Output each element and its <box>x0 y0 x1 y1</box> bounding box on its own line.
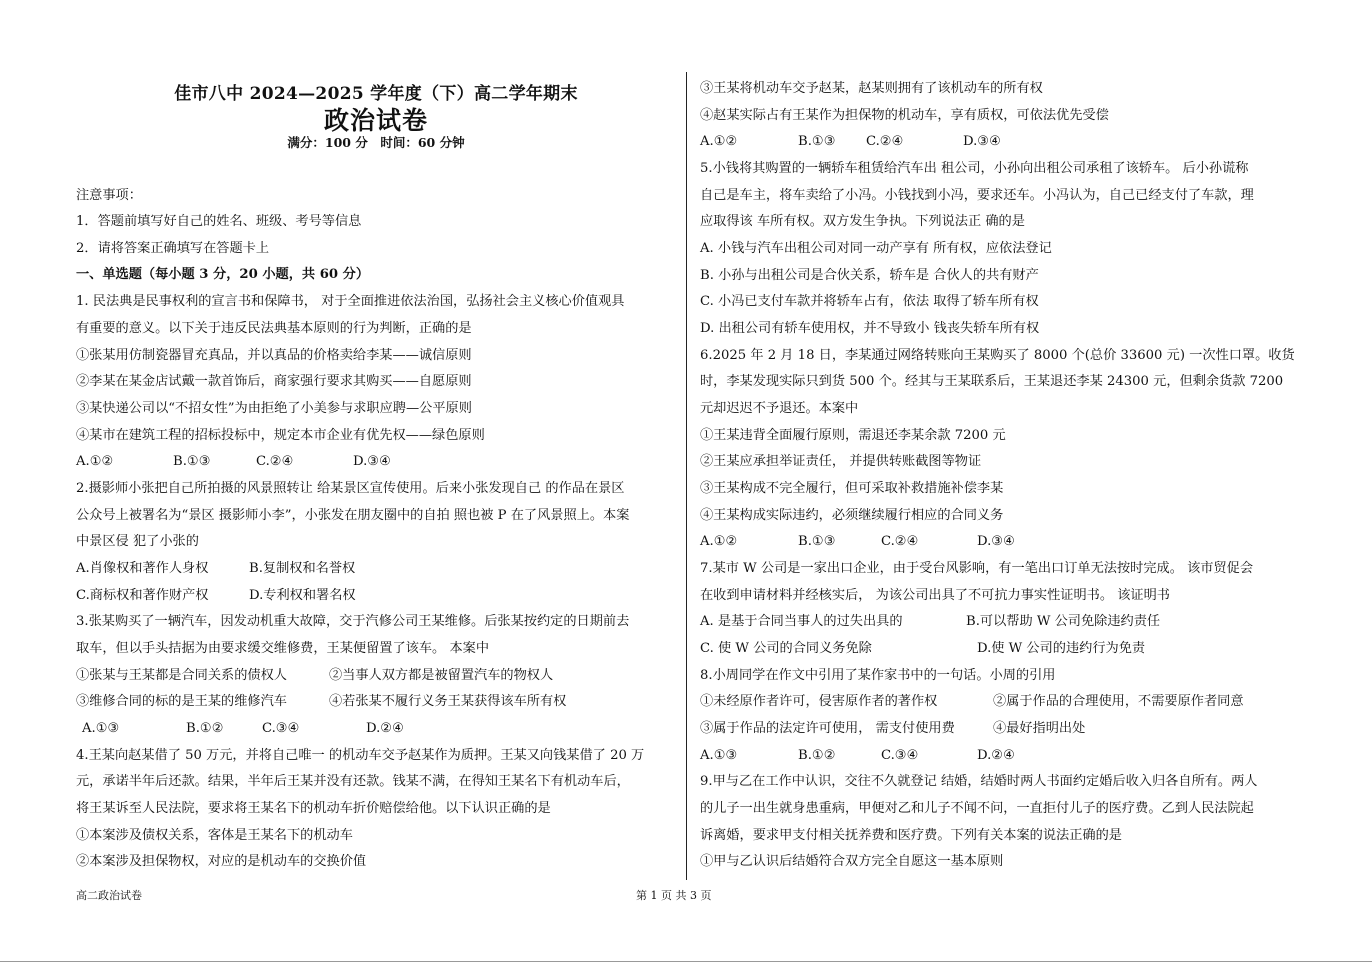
statement: ①本案涉及债权关系，客体是王某名下的机动车 <box>76 828 353 843</box>
option-d[interactable]: D.专利权和署名权 <box>249 588 356 603</box>
question-stem: 8.小周同学在作文中引用了某作家书中的一句话。小周的引用 <box>700 668 1056 683</box>
option-d[interactable]: D.③④ <box>977 534 1015 549</box>
option-b[interactable]: B.①③ <box>173 454 211 469</box>
question-stem: 6.2025 年 2 月 18 日，李某通过网络转账向王某购买了 8000 个(总价 33600 元) 一次性口罩。收货 <box>700 348 1295 363</box>
option-b[interactable]: B.①② <box>186 721 224 736</box>
question-stem: 取车，但以手头拮据为由要求缓交维修费，王某便留置了该车。 本案中 <box>76 641 490 656</box>
statement: ②本案涉及担保物权，对应的是机动车的交换价值 <box>76 854 367 869</box>
statement: ②李某在某金店试戴一款首饰后，商家强行要求其购买——自愿原则 <box>76 374 472 389</box>
option-c[interactable]: C.③④ <box>881 748 919 763</box>
statement: ①张某与王某都是合同关系的债权人 <box>76 668 287 683</box>
statement: ②属于作品的合理使用，不需要原作者同意 <box>993 694 1244 709</box>
statement: ①甲与乙认识后结婚符合双方完全自愿这一基本原则 <box>700 854 1004 869</box>
option-b[interactable]: B.复制权和名誉权 <box>249 561 356 576</box>
option-a[interactable]: A. 是基于合同当事人的过失出具的 <box>700 614 903 629</box>
statement: ④最好指明出处 <box>993 721 1086 736</box>
question-stem: 元却迟迟不予退还。本案中 <box>700 401 859 416</box>
option-d[interactable]: D.使 W 公司的违约行为免责 <box>977 641 1146 656</box>
option-d[interactable]: D.②④ <box>977 748 1015 763</box>
option-d[interactable]: D.③④ <box>353 454 391 469</box>
page-bottom-edge <box>0 961 1372 962</box>
option-b[interactable]: B.①③ <box>798 534 836 549</box>
option-c[interactable]: C. 小冯已支付车款并将轿车占有，依法 取得了轿车所有权 <box>700 294 1039 309</box>
statement: ①王某违背全面履行原则，需退还李某余款 7200 元 <box>700 428 1006 443</box>
statement: ④若张某不履行义务王某获得该车所有权 <box>329 694 567 709</box>
option-b[interactable]: B.①② <box>798 748 836 763</box>
question-stem: 在收到申请材料并经核实后， 为该公司出具了不可抗力事实性证明书。 该证明书 <box>700 588 1170 603</box>
question-stem: 将王某诉至人民法院，要求将王某名下的机动车折价赔偿给他。以下认识正确的是 <box>76 801 551 816</box>
option-c[interactable]: C. 使 W 公司的合同义务免除 <box>700 641 872 656</box>
statement: ①张某用仿制瓷器冒充真品，并以真品的价格卖给李某——诚信原则 <box>76 348 472 363</box>
section-heading: 一、单选题（每小题 3 分，20 小题，共 60 分） <box>76 267 370 282</box>
option-a[interactable]: A.①② <box>700 534 738 549</box>
question-stem: 的儿子一出生就身患重病，甲便对乙和儿子不闻不问，一直拒付儿子的医疗费。乙到人民法院起 <box>700 801 1254 816</box>
question-stem: 1. 民法典是民事权利的宣言书和保障书， 对于全面推进依法治国，弘扬社会主义核心价值观具 <box>76 294 625 309</box>
statement: ③某快递公司以“不招女性”为由拒绝了小美参与求职应聘—公平原则 <box>76 401 472 416</box>
option-c[interactable]: C.商标权和著作财产权 <box>76 588 209 603</box>
question-stem: 自己是车主，将车卖给了小冯。小钱找到小冯，要求还车。小冯认为，自己已经支付了车款，理 <box>700 188 1254 203</box>
question-stem: 时，李某发现实际只到货 500 个。经其与王某联系后，王某退还李某 24300 元，但剩余货款 7200 <box>700 374 1284 389</box>
option-c[interactable]: C.③④ <box>262 721 300 736</box>
option-b[interactable]: B.①③ <box>798 134 836 149</box>
option-a[interactable]: A.肖像权和著作人身权 <box>76 561 209 576</box>
statement: ②当事人双方都是被留置汽车的物权人 <box>329 668 554 683</box>
exam-score-time: 满分：100 分 时间：60 分钟 <box>287 135 465 150</box>
option-b[interactable]: B. 小孙与出租公司是合伙关系，轿车是 合伙人的共有财产 <box>700 268 1039 283</box>
option-b[interactable]: B.可以帮助 W 公司免除违约责任 <box>966 614 1161 629</box>
option-c[interactable]: C.②④ <box>881 534 919 549</box>
question-stem: 公众号上被署名为“景区 摄影师小李”，小张发在朋友圈中的自拍 照也被 P 在了风景照上。本案 <box>76 508 630 523</box>
option-a[interactable]: A.①② <box>700 134 738 149</box>
statement: ①未经原作者许可，侵害原作者的著作权 <box>700 694 938 709</box>
notes-item: 2．请将答案正确填写在答题卡上 <box>76 241 270 256</box>
option-a[interactable]: A.①③ <box>700 748 738 763</box>
exam-title-line1: 佳市八中 2024—2025 学年度（下）高二学年期末 <box>174 84 578 104</box>
footer-subject: 高二政治试卷 <box>76 889 142 902</box>
column-divider <box>686 72 687 880</box>
question-stem: 7.某市 W 公司是一家出口企业，由于受台风影响，有一笔出口订单无法按时完成。 该市贸促会 <box>700 561 1254 576</box>
option-a[interactable]: A. 小钱与汽车出租公司对同一动产享有 所有权，应依法登记 <box>700 241 1052 256</box>
option-a[interactable]: A.①② <box>76 454 114 469</box>
statement: ③维修合同的标的是王某的维修汽车 <box>76 694 287 709</box>
statement: ③属于作品的法定许可使用， 需支付使用费 <box>700 721 955 736</box>
notes-item: 1．答题前填写好自己的姓名、班级、考号等信息 <box>76 214 362 229</box>
question-stem: 2.摄影师小张把自己所拍摄的风景照转让 给某景区宣传使用。后来小张发现自己 的作品在景区 <box>76 481 625 496</box>
question-stem: 元，承诺半年后还款。结果，半年后王某并没有还款。钱某不满，在得知王某名下有机动车后， <box>76 774 630 789</box>
question-stem: 3.张某购买了一辆汽车，因发动机重大故障，交于汽修公司王某维修。后张某按约定的日期前去 <box>76 614 630 629</box>
exam-title-subject: 政治试卷 <box>323 106 428 135</box>
question-stem: 应取得该 车所有权。双方发生争执。下列说法正 确的是 <box>700 214 1025 229</box>
option-d[interactable]: D.②④ <box>366 721 404 736</box>
question-stem: 中景区侵 犯了小张的 <box>76 534 199 549</box>
question-stem: 诉离婚，要求甲支付相关抚养费和医疗费。下列有关本案的说法正确的是 <box>700 828 1122 843</box>
notes-heading: 注意事项： <box>76 188 142 203</box>
option-c[interactable]: C.②④ <box>256 454 294 469</box>
question-stem: 4.王某向赵某借了 50 万元，并将自己唯一 的机动车交予赵某作为质押。王某又向钱某借了 20 万 <box>76 748 645 763</box>
statement: ④王某构成实际违约，必须继续履行相应的合同义务 <box>700 508 1004 523</box>
option-c[interactable]: C.②④ <box>866 134 904 149</box>
option-d[interactable]: D.③④ <box>963 134 1001 149</box>
option-a[interactable]: A.①③ <box>82 721 120 736</box>
statement: ④某市在建筑工程的招标投标中，规定本市企业有优先权——绿色原则 <box>76 428 485 443</box>
question-stem: 有重要的意义。以下关于违反民法典基本原则的行为判断，正确的是 <box>76 321 472 336</box>
statement: ③王某将机动车交予赵某，赵某则拥有了该机动车的所有权 <box>700 81 1043 96</box>
option-d[interactable]: D. 出租公司有轿车使用权，并不导致小 钱丧失轿车所有权 <box>700 321 1040 336</box>
statement: ②王某应承担举证责任， 并提供转账截图等物证 <box>700 454 982 469</box>
statement: ③王某构成不完全履行，但可采取补救措施补偿李某 <box>700 481 1004 496</box>
question-stem: 5.小钱将其购置的一辆轿车租赁给汽车出 租公司，小孙向出租公司承租了该轿车。 后小孙谎称 <box>700 161 1249 176</box>
footer-page-number: 第 1 页 共 3 页 <box>636 889 712 902</box>
question-stem: 9.甲与乙在工作中认识，交往不久就登记 结婚，结婚时两人书面约定婚后收入归各自所有。两人 <box>700 774 1258 789</box>
statement: ④赵某实际占有王某作为担保物的机动车，享有质权，可依法优先受偿 <box>700 108 1109 123</box>
